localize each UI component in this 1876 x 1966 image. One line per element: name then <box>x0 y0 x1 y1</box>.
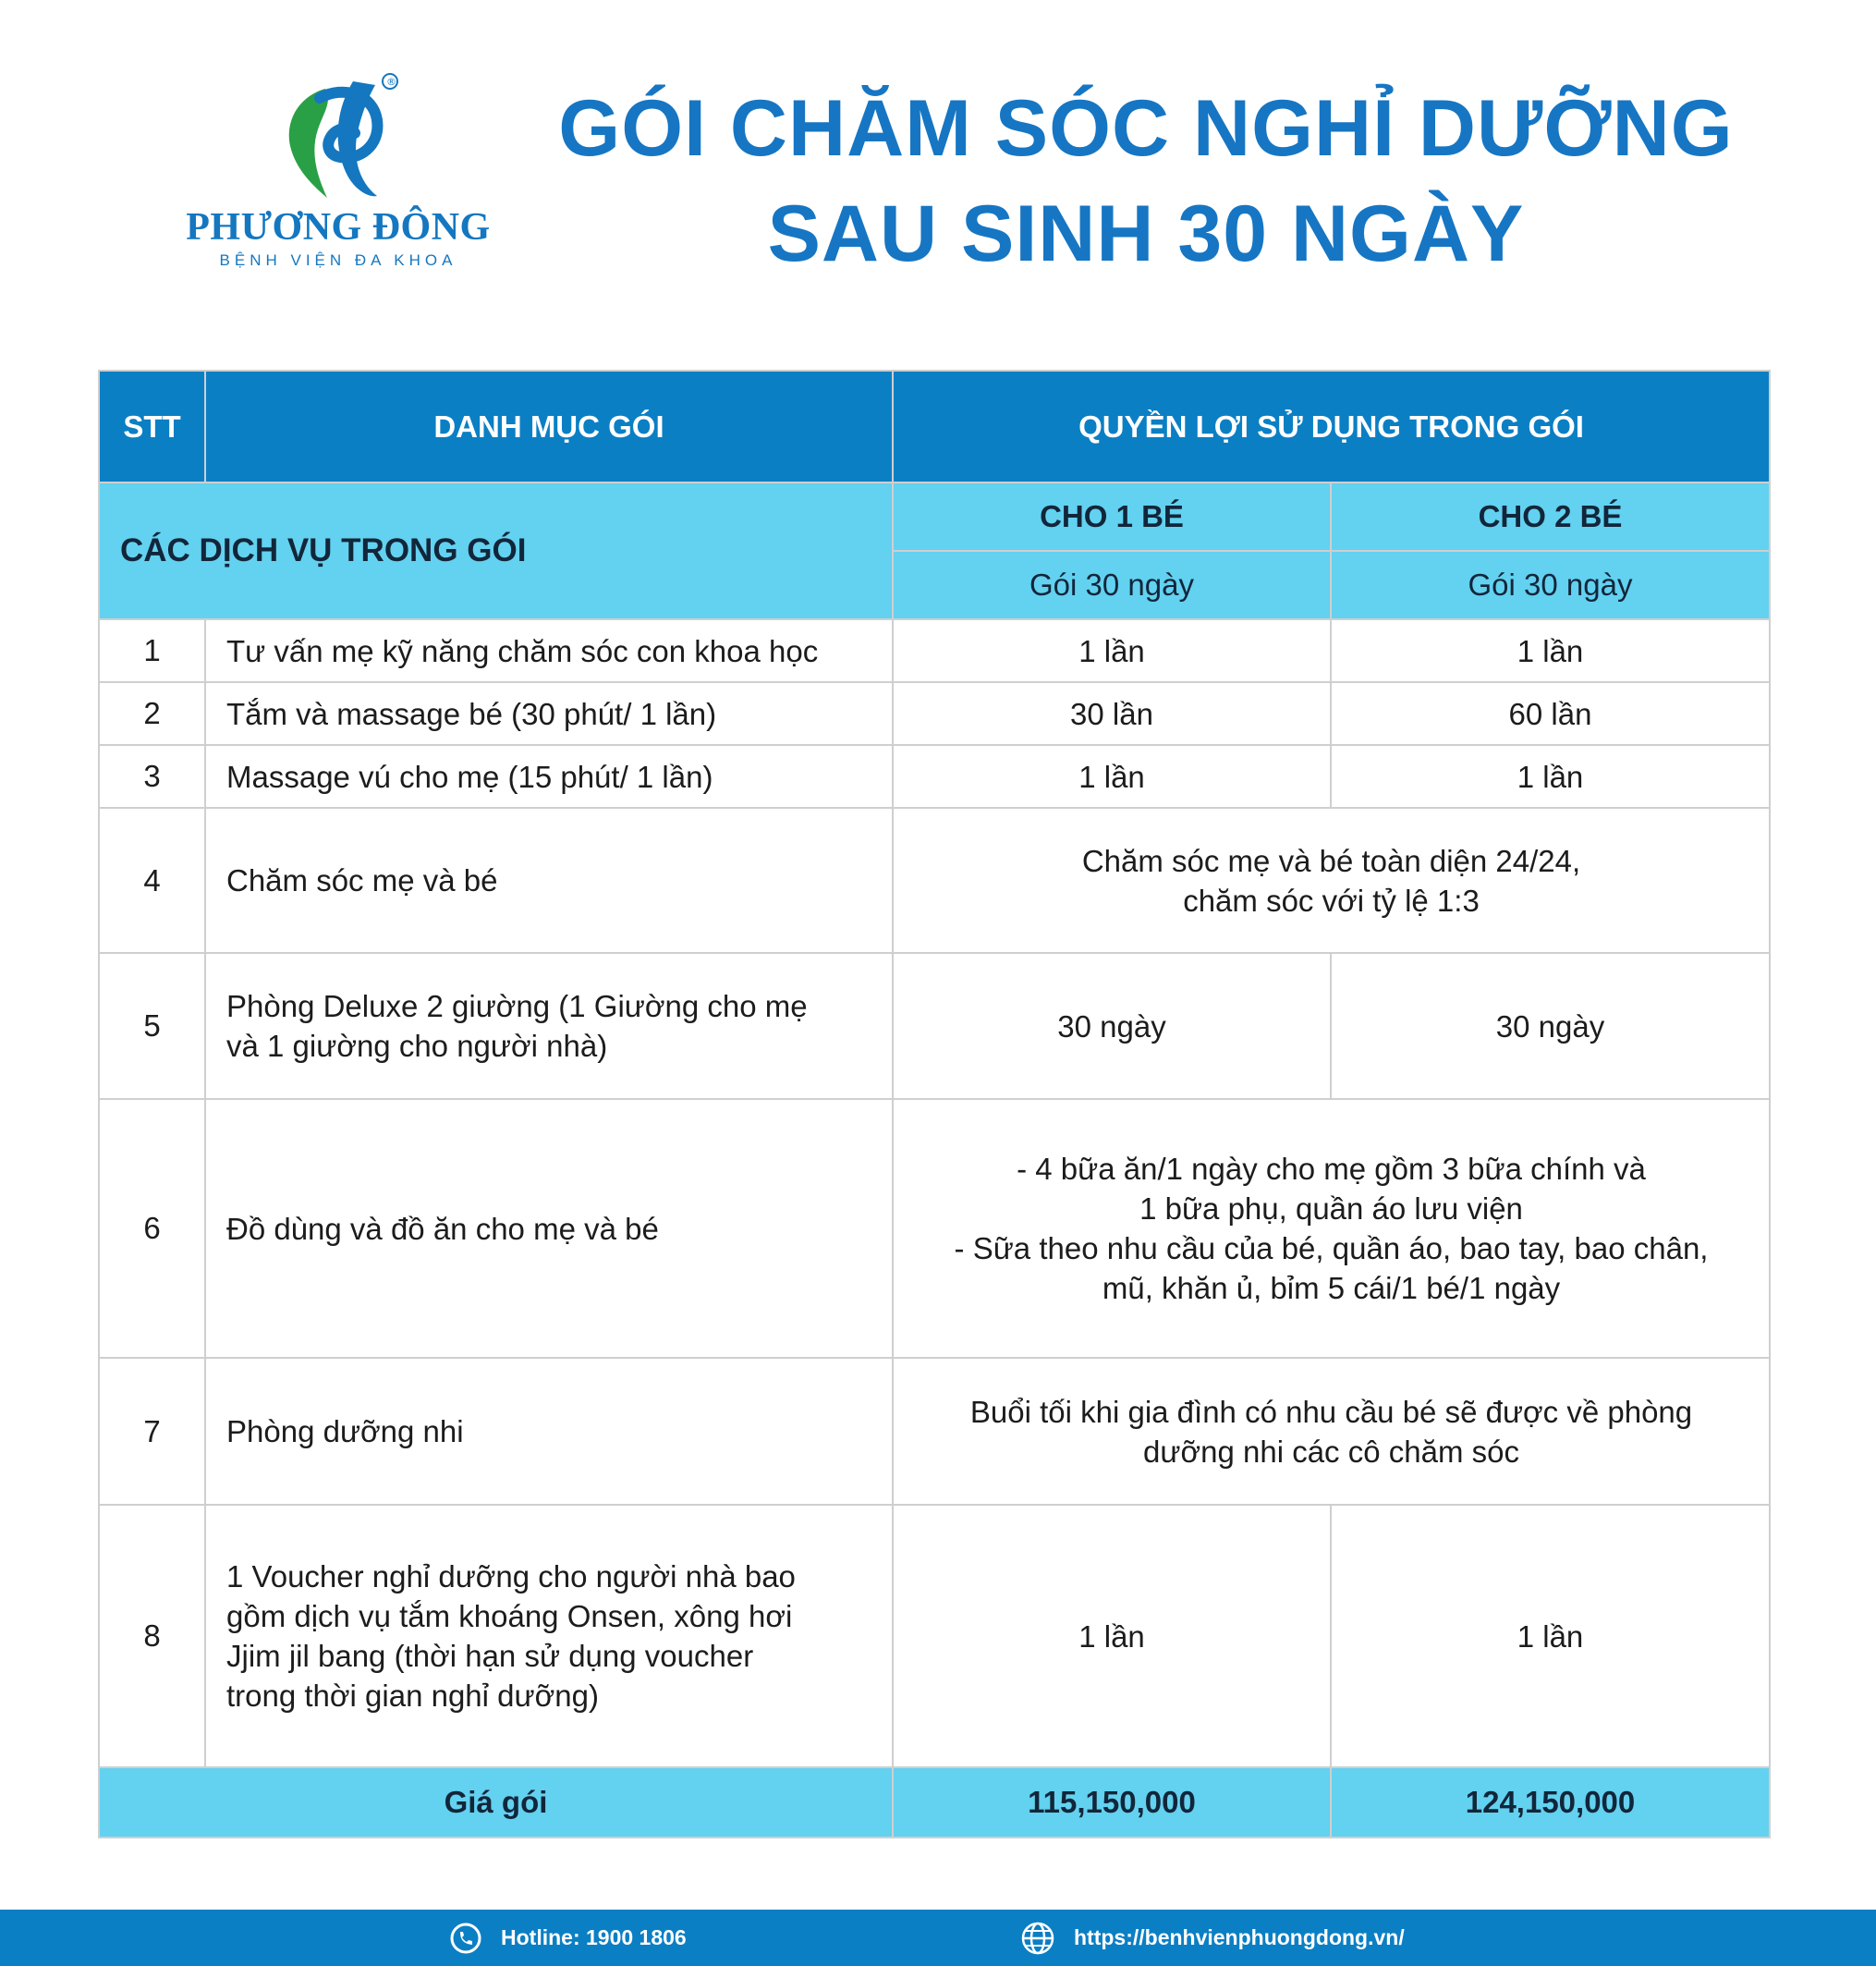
footer-bar <box>0 1910 1876 1966</box>
row-merged-value <box>893 1099 1770 1358</box>
duration-one-baby: Gói 30 ngày <box>893 551 1331 619</box>
merged-line: Chăm sóc mẹ và bé toàn diện 24/24, <box>1081 843 1581 878</box>
header-benefits: QUYỀN LỢI SỬ DỤNG TRONG GÓI <box>893 371 1770 482</box>
price-label: Giá gói <box>99 1767 893 1838</box>
table-row <box>99 682 1770 745</box>
row-item: Tư vấn mẹ kỹ năng chăm sóc con khoa học <box>205 619 893 682</box>
row-item: Tắm và massage bé (30 phút/ 1 lần) <box>205 682 893 745</box>
row-item <box>205 1505 893 1767</box>
website-text: https://benhvienphuongdong.vn/ <box>1074 1925 1405 1949</box>
header-category: DANH MỤC GÓI <box>205 371 893 482</box>
merged-line: dưỡng nhi các cô chăm sóc <box>1143 1434 1519 1469</box>
merged-line: chăm sóc với tỷ lệ 1:3 <box>1183 883 1480 918</box>
title-line-1: GÓI CHĂM SÓC NGHỈ DƯỠNG <box>558 84 1734 173</box>
merged-line: mũ, khăn ủ, bỉm 5 cái/1 bé/1 ngày <box>1102 1271 1561 1305</box>
price-one-baby: 115,150,000 <box>893 1767 1331 1838</box>
subheader-row <box>99 482 1770 551</box>
price-row <box>99 1767 1770 1838</box>
table-row <box>99 1505 1770 1767</box>
brand-subtitle: BỆNH VIỆN ĐA KHOA <box>219 251 457 269</box>
row-item: Phòng dưỡng nhi <box>205 1358 893 1505</box>
merged-line: Buổi tối khi gia đình có nhu cầu bé sẽ được về phòng <box>969 1394 1693 1429</box>
column-two-babies: CHO 2 BÉ <box>1331 482 1770 551</box>
item-line: 1 Voucher nghỉ dưỡng cho người nhà bao <box>226 1559 796 1594</box>
brand-name: PHƯƠNG ĐÔNG <box>186 206 491 249</box>
row-stt: 8 <box>99 1505 205 1767</box>
item-line: Phòng Deluxe 2 giường (1 Giường cho mẹ <box>226 989 808 1023</box>
svg-text:®: ® <box>386 76 396 88</box>
merged-line: 1 bữa phụ, quần áo lưu viện <box>1139 1191 1523 1226</box>
services-label: CÁC DỊCH VỤ TRONG GÓI <box>99 482 893 619</box>
row-item <box>205 953 893 1099</box>
item-line: trong thời gian nghỉ dưỡng) <box>226 1679 599 1713</box>
row-stt: 3 <box>99 745 205 808</box>
item-line: gồm dịch vụ tắm khoáng Onsen, xông hơi <box>226 1599 793 1633</box>
table-row <box>99 745 1770 808</box>
item-line: và 1 giường cho người nhà) <box>226 1029 608 1063</box>
table-row <box>99 1099 1770 1358</box>
hospital-logo <box>181 72 495 275</box>
merged-line: - 4 bữa ăn/1 ngày cho mẹ gồm 3 bữa chính và <box>1017 1152 1646 1186</box>
table-row <box>99 1358 1770 1505</box>
logo-mark-icon <box>264 72 403 211</box>
item-line: Jjim jil bang (thời hạn sử dụng voucher <box>226 1639 754 1673</box>
row-value-two: 60 lần <box>1331 682 1770 745</box>
row-value-one: 30 ngày <box>893 953 1331 1099</box>
table-header-row <box>99 371 1770 482</box>
package-table <box>98 370 1771 1838</box>
duration-two-babies: Gói 30 ngày <box>1331 551 1770 619</box>
row-value-one: 1 lần <box>893 745 1331 808</box>
row-stt: 5 <box>99 953 205 1099</box>
website-link[interactable] <box>1020 1910 1405 1966</box>
row-value-one: 1 lần <box>893 1505 1331 1767</box>
page-title <box>518 76 1774 287</box>
row-stt: 7 <box>99 1358 205 1505</box>
row-value-one: 1 lần <box>893 619 1331 682</box>
row-value-two: 1 lần <box>1331 1505 1770 1767</box>
row-item: Đồ dùng và đồ ăn cho mẹ và bé <box>205 1099 893 1358</box>
price-two-babies: 124,150,000 <box>1331 1767 1770 1838</box>
phone-icon <box>449 1922 482 1955</box>
row-value-two: 1 lần <box>1331 745 1770 808</box>
globe-icon <box>1020 1921 1055 1956</box>
hotline-link[interactable] <box>449 1910 687 1966</box>
row-item: Chăm sóc mẹ và bé <box>205 808 893 953</box>
row-stt: 1 <box>99 619 205 682</box>
hotline-text: Hotline: 1900 1806 <box>501 1925 687 1949</box>
row-stt: 4 <box>99 808 205 953</box>
row-value-two: 1 lần <box>1331 619 1770 682</box>
row-stt: 6 <box>99 1099 205 1358</box>
table-row <box>99 953 1770 1099</box>
row-item: Massage vú cho mẹ (15 phút/ 1 lần) <box>205 745 893 808</box>
row-stt: 2 <box>99 682 205 745</box>
merged-line: - Sữa theo nhu cầu của bé, quần áo, bao tay, bao chân, <box>954 1231 1709 1265</box>
table-row <box>99 619 1770 682</box>
row-value-one: 30 lần <box>893 682 1331 745</box>
row-value-two: 30 ngày <box>1331 953 1770 1099</box>
title-line-2: SAU SINH 30 NGÀY <box>767 189 1525 278</box>
header-stt: STT <box>99 371 205 482</box>
row-merged-value <box>893 1358 1770 1505</box>
table-row <box>99 808 1770 953</box>
row-merged-value <box>893 808 1770 953</box>
page-header <box>0 0 1876 351</box>
column-one-baby: CHO 1 BÉ <box>893 482 1331 551</box>
